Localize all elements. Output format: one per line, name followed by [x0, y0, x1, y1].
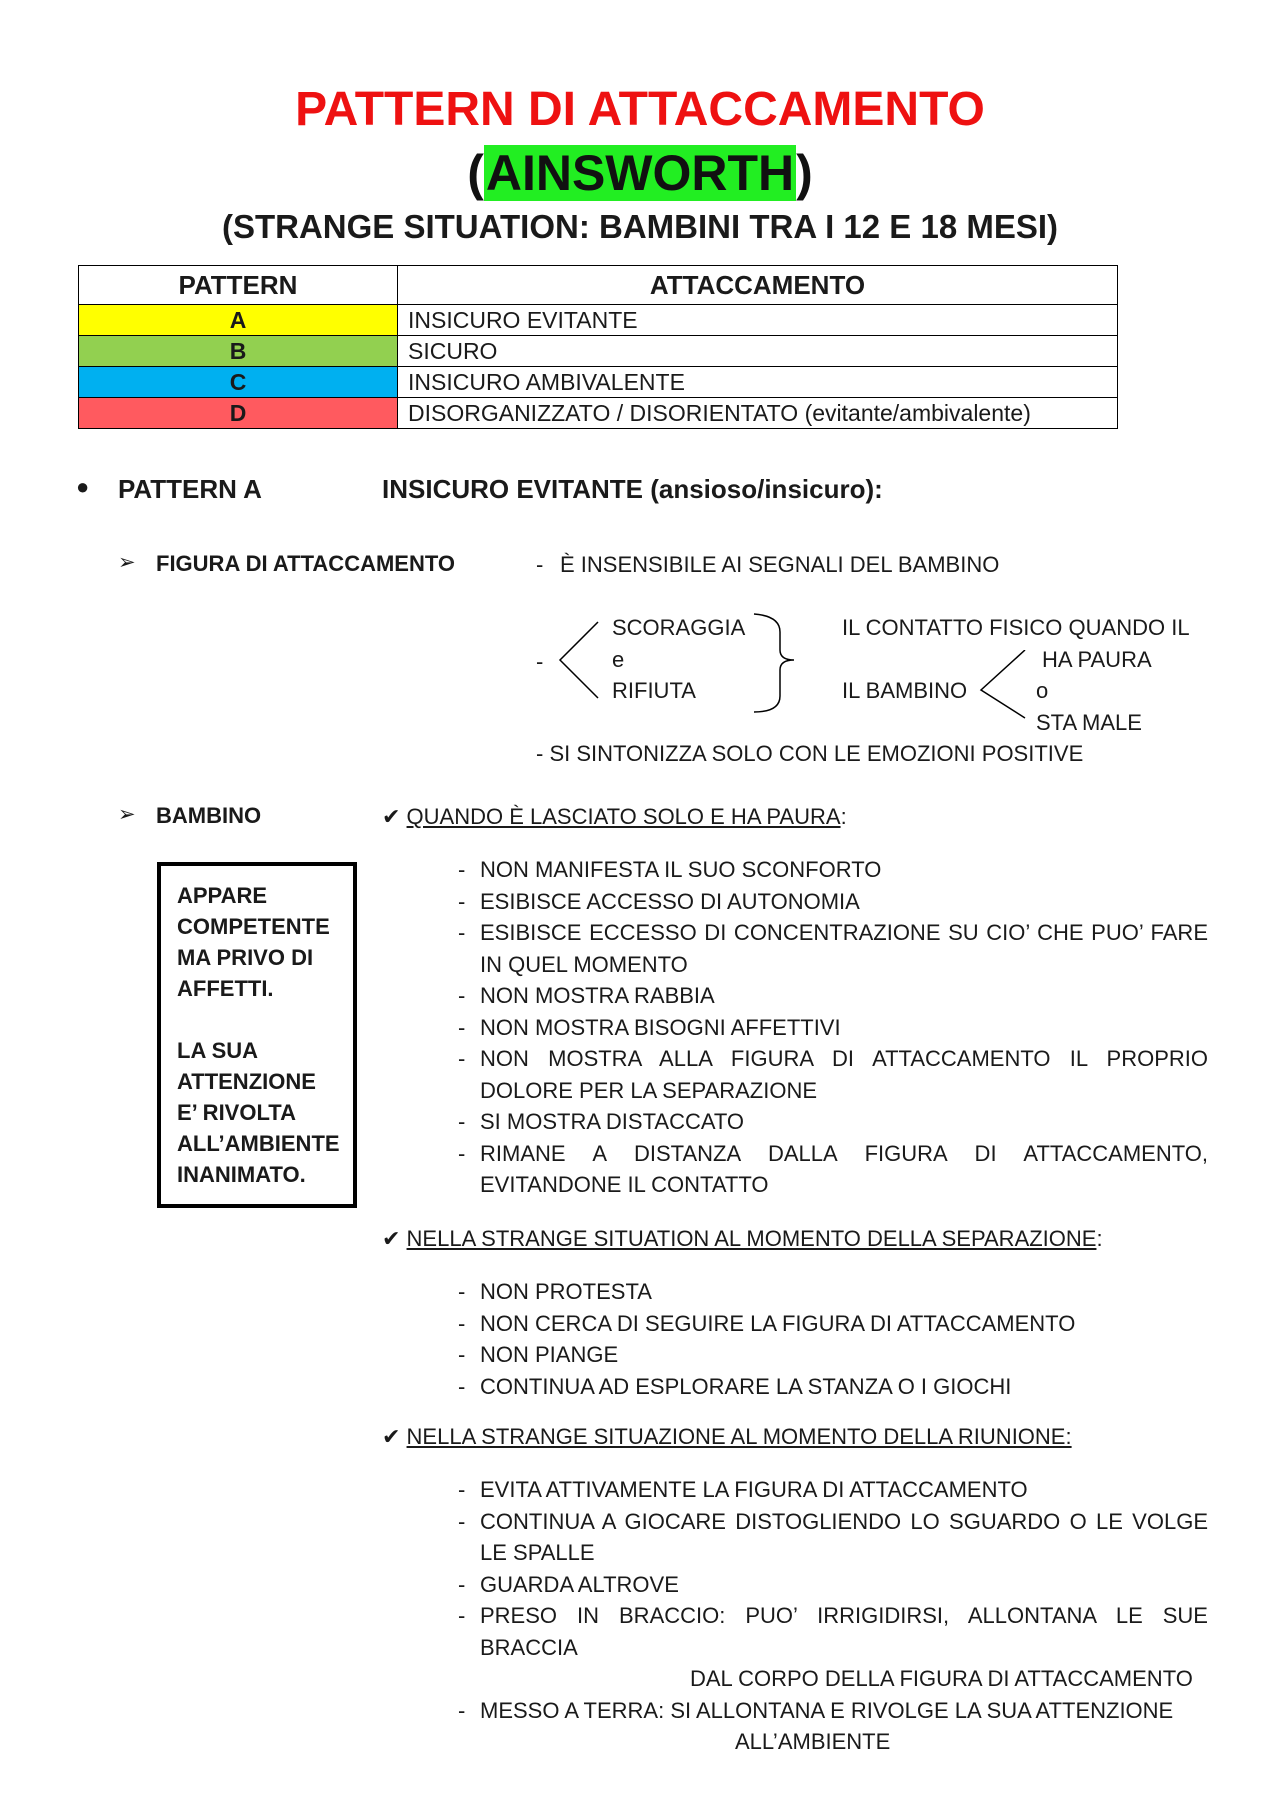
- section2-title: NELLA STRANGE SITUATION AL MOMENTO DELLA SEPARAZIONE: [406, 1226, 1097, 1251]
- box-line: INANIMATO.: [177, 1162, 306, 1187]
- left-chevron-bracket: [560, 622, 598, 698]
- list-item: - RIMANE A DISTANZA DALLA FIGURA DI ATTACCAMENTO, EVITANDONE IL CONTATTO: [458, 1138, 1208, 1201]
- list-item: - NON MOSTRA RABBIA: [458, 980, 1208, 1012]
- figura-dash: -: [536, 552, 544, 577]
- list-dash: -: [458, 1477, 466, 1502]
- list-item: - SI MOSTRA DISTACCATO: [458, 1106, 1208, 1138]
- list-item: - ESIBISCE ACCESSO DI AUTONOMIA: [458, 886, 1208, 918]
- list-item: - EVITA ATTIVAMENTE LA FIGURA DI ATTACCAMENTO: [458, 1474, 1208, 1506]
- pattern-cell: A: [79, 305, 398, 336]
- list-dash: -: [458, 1373, 466, 1399]
- bambino-label: BAMBINO: [156, 803, 262, 828]
- e-text: e: [612, 647, 625, 672]
- subtitle-close-paren: ): [796, 145, 813, 201]
- pattern-table: [78, 265, 1118, 429]
- sintonizza-text: - SI SINTONIZZA SOLO CON LE EMOZIONI POSITIVE: [536, 741, 1084, 766]
- attaccamento-cell: SICURO: [398, 336, 1118, 367]
- list-item: - NON MOSTRA BISOGNI AFFETTIVI: [458, 1012, 1208, 1044]
- list-dash: -: [458, 1140, 466, 1166]
- table-row: [79, 336, 1118, 367]
- table-header-attaccamento: ATTACCAMENTO: [398, 266, 1118, 305]
- box-line: E’ RIVOLTA: [177, 1100, 296, 1125]
- table-header-row: [79, 266, 1118, 305]
- page-title: PATTERN DI ATTACCAMENTO: [295, 83, 985, 136]
- list-dash: -: [458, 1310, 466, 1336]
- figura-dash-2: -: [536, 649, 544, 674]
- table-row: [79, 305, 1118, 336]
- table-row: [79, 367, 1118, 398]
- section1-list: [458, 854, 1208, 1201]
- attaccamento-cell: DISORGANIZZATO / DISORIENTATO (evitante/ambivalente): [398, 398, 1118, 429]
- sta-male-text: STA MALE: [1036, 710, 1142, 735]
- section1-heading: ✔ QUANDO È LASCIATO SOLO E HA PAURA:: [382, 804, 847, 829]
- section3-heading: [382, 1421, 1072, 1452]
- pattern-cell: C: [79, 367, 398, 398]
- attaccamento-cell: INSICURO AMBIVALENTE: [398, 367, 1118, 398]
- ha-paura-text: HA PAURA: [1042, 647, 1152, 672]
- section2-heading: ✔ NELLA STRANGE SITUATION AL MOMENTO DELLA SEPARAZIONE:: [382, 1226, 1103, 1251]
- page-subheading: (STRANGE SITUATION: BAMBINI TRA I 12 E 18 MESI): [221, 208, 1059, 245]
- small-chevron-bracket: [981, 650, 1025, 718]
- o-text: o: [1036, 678, 1049, 703]
- rifiuta-text: RIFIUTA: [612, 678, 696, 703]
- list-item: - GUARDA ALTROVE: [458, 1569, 1208, 1601]
- box-line: AFFETTI.: [177, 976, 274, 1001]
- arrow-bullet-icon: ➢: [118, 551, 136, 574]
- box-line: MA PRIVO DI: [177, 945, 314, 970]
- table-row: [79, 398, 1118, 429]
- list-item: - NON PIANGE: [458, 1339, 1208, 1371]
- section3-list: [458, 1474, 1208, 1758]
- section2-list: [458, 1276, 1208, 1402]
- small-bracket-icon: [975, 650, 1045, 720]
- table-header-pattern: PATTERN: [79, 266, 398, 305]
- section3-title: NELLA STRANGE SITUAZIONE AL MOMENTO DELLA RIUNIONE:: [406, 1424, 1072, 1449]
- bambino-note-box: [157, 862, 357, 1208]
- page-subtitle: [0, 144, 1280, 202]
- section1-title: QUANDO È LASCIATO SOLO E HA PAURA: [406, 804, 841, 829]
- pattern-cell: B: [79, 336, 398, 367]
- scoraggia-text: SCORAGGIA: [612, 615, 746, 640]
- pattern-a-label: PATTERN A: [118, 474, 262, 504]
- list-item: - MESSO A TERRA: SI ALLONTANA E RIVOLGE LA SUA ATTENZIONE: [458, 1695, 1208, 1727]
- list-dash: -: [458, 888, 466, 914]
- list-dash: -: [458, 1571, 466, 1597]
- list-dash: -: [458, 1279, 466, 1304]
- list-item: - CONTINUA A GIOCARE DISTOGLIENDO LO SGUARDO O LE VOLGE LE SPALLE: [458, 1506, 1208, 1569]
- list-dash: -: [458, 1603, 466, 1628]
- box-line: LA SUA: [177, 1038, 259, 1063]
- list-dash: -: [458, 983, 466, 1008]
- list-item: - ESIBISCE ECCESSO DI CONCENTRAZIONE SU CIO’ CHE PUO’ FARE IN QUEL MOMENTO: [458, 917, 1208, 980]
- check-icon: ✔: [382, 1226, 407, 1251]
- subtitle-open-paren: (: [467, 145, 484, 201]
- list-dash: -: [458, 1342, 466, 1367]
- list-dash: -: [458, 920, 466, 945]
- bullet-dot-icon: ●: [76, 474, 90, 499]
- pattern-cell: D: [79, 398, 398, 429]
- list-item-continuation: ALL’AMBIENTE: [735, 1729, 891, 1754]
- box-line: ALL’AMBIENTE: [177, 1131, 340, 1156]
- list-dash: -: [458, 1109, 466, 1134]
- figura-label: FIGURA DI ATTACCAMENTO: [156, 551, 456, 576]
- box-line: APPARE: [177, 883, 268, 908]
- list-item: - NON CERCA DI SEGUIRE LA FIGURA DI ATTACCAMENTO: [458, 1308, 1208, 1340]
- list-dash: -: [458, 1046, 466, 1071]
- list-dash: -: [458, 1014, 466, 1040]
- box-line: ATTENZIONE: [177, 1069, 316, 1094]
- right-curly-brace: [754, 614, 794, 712]
- contatto-text: IL CONTATTO FISICO QUANDO IL: [842, 615, 1190, 640]
- list-item: - NON MOSTRA ALLA FIGURA DI ATTACCAMENTO IL PROPRIO DOLORE PER LA SEPARAZIONE: [458, 1043, 1208, 1106]
- check-icon: ✔: [382, 1424, 407, 1449]
- box-spacer: [177, 1004, 337, 1035]
- list-dash: -: [458, 1697, 466, 1723]
- box-line: COMPETENTE: [177, 914, 330, 939]
- list-item: - PRESO IN BRACCIO: PUO’ IRRIGIDIRSI, ALLONTANA LE SUE BRACCIA: [458, 1600, 1208, 1663]
- figura-line1: È INSENSIBILE AI SEGNALI DEL BAMBINO: [560, 552, 1000, 577]
- attaccamento-cell: INSICURO EVITANTE: [398, 305, 1118, 336]
- pattern-a-title: INSICURO EVITANTE (ansioso/insicuro):: [382, 474, 883, 504]
- list-item: - NON MANIFESTA IL SUO SCONFORTO: [458, 854, 1208, 886]
- list-dash: -: [458, 1508, 466, 1534]
- list-item: - NON PROTESTA: [458, 1276, 1208, 1308]
- il-bambino-text: IL BAMBINO: [842, 678, 968, 703]
- author-highlight: AINSWORTH: [485, 145, 795, 201]
- check-icon: ✔: [382, 804, 407, 829]
- arrow-bullet-icon: ➢: [118, 803, 136, 826]
- list-item-continuation: DAL CORPO DELLA FIGURA DI ATTACCAMENTO: [690, 1666, 1193, 1691]
- list-item: - CONTINUA AD ESPLORARE LA STANZA O I GIOCHI: [458, 1371, 1208, 1403]
- list-dash: -: [458, 857, 466, 882]
